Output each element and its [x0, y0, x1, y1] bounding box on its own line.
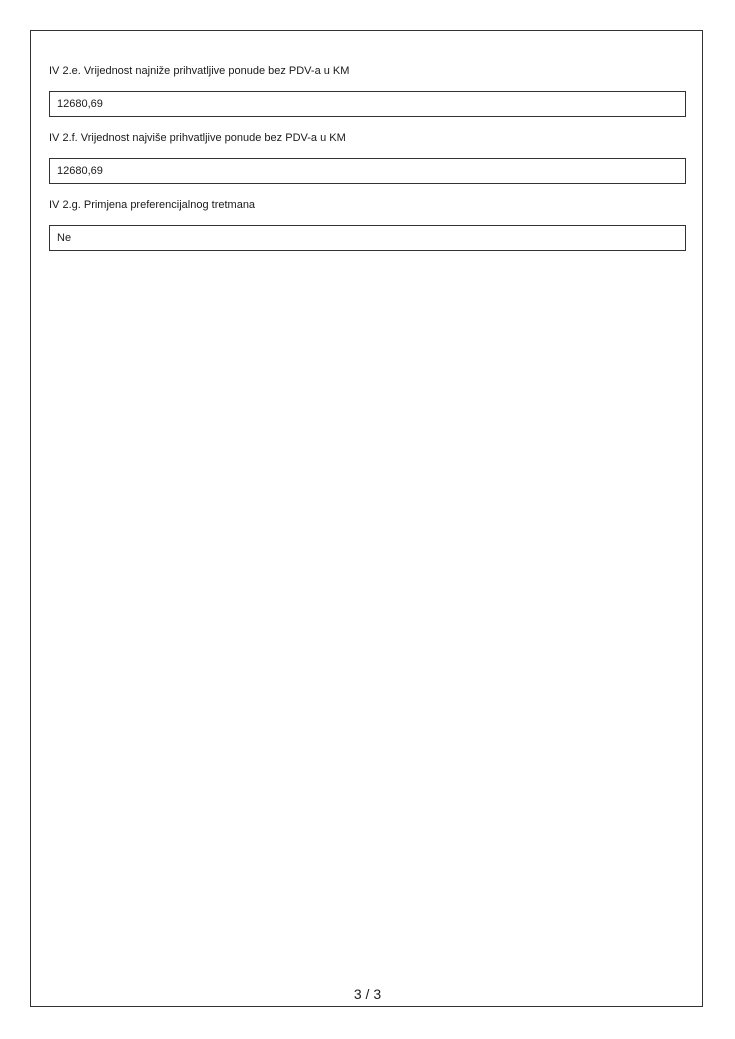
field-value-lowest-offer-value: 12680,69: [49, 91, 686, 117]
field-label-preferential-treatment: IV 2.g. Primjena preferencijalnog tretmana: [49, 199, 256, 211]
field-label-highest-offer-value: IV 2.f. Vrijednost najviše prihvatljive ponude bez PDV-a u KM: [49, 132, 346, 144]
field-value-highest-offer-value: 12680,69: [49, 158, 686, 184]
field-value-preferential-treatment: Ne: [49, 225, 686, 251]
page-number: 3 / 3: [353, 986, 382, 1002]
field-label-lowest-offer-value: IV 2.e. Vrijednost najniže prihvatljive ponude bez PDV-a u KM: [49, 65, 350, 77]
